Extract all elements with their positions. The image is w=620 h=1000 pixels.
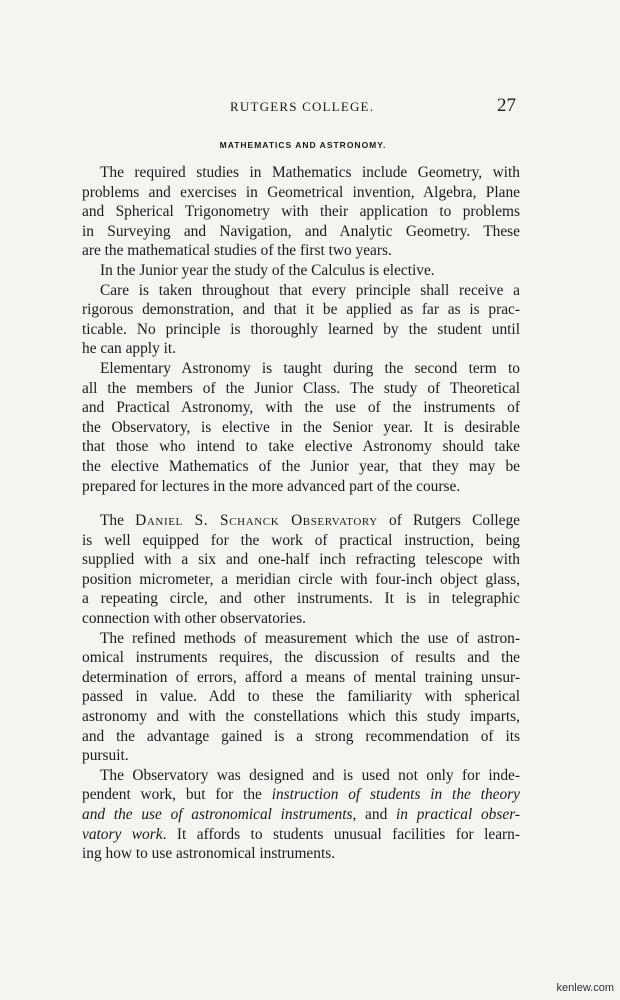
text-fragment: of Rutgers College bbox=[377, 512, 520, 529]
text-line bbox=[82, 825, 520, 845]
text-line: a repeating circle, and other instruments. It is in telegraphic bbox=[82, 590, 520, 608]
text-line: are the mathematical studies of the first two years. bbox=[82, 242, 392, 260]
text-line: the elective Mathematics of the Junior year, that they may be bbox=[82, 457, 520, 475]
paragraph-junior-calculus bbox=[82, 261, 520, 281]
section-heading: MATHEMATICS AND ASTRONOMY. bbox=[219, 140, 387, 150]
text-line: Elementary Astronomy is taught during the second term to bbox=[100, 359, 520, 377]
text-line: rigorous demonstration, and that it be applied as far as is prac- bbox=[82, 301, 520, 319]
text-line: prepared for lectures in the more advanced part of the course. bbox=[82, 477, 461, 495]
paragraph-observatory bbox=[82, 511, 520, 629]
text-line: connection with other observatories. bbox=[82, 609, 306, 627]
paragraph-refined-methods bbox=[82, 629, 520, 766]
text-line: that those who intend to take elective Astronomy should take bbox=[82, 438, 520, 456]
text-line: Care is taken throughout that every principle shall receive a bbox=[100, 281, 520, 299]
text-fragment: . It affords to students unusual facilities for learn- bbox=[162, 825, 520, 843]
italic-text: in practical obser- bbox=[396, 805, 520, 823]
text-block-curriculum bbox=[82, 163, 520, 496]
italic-text: and the use of astronomical instruments bbox=[82, 805, 353, 823]
running-head bbox=[80, 97, 516, 119]
text-line: determination of errors, afford a means of mental training unsur- bbox=[82, 668, 520, 686]
text-line: passed in value. Add to these the familiarity with spherical bbox=[82, 688, 520, 706]
paragraph-elementary-astronomy bbox=[82, 359, 520, 496]
text-fragment: , and bbox=[352, 805, 396, 823]
paragraph-required-studies bbox=[82, 163, 520, 261]
text-line: pursuit. bbox=[82, 747, 129, 765]
text-line: ticable. No principle is thoroughly learned by the student until bbox=[82, 320, 520, 338]
text-line: omical instruments requires, the discussion of results and the bbox=[82, 649, 520, 667]
text-line: ing how to use astronomical instruments. bbox=[82, 845, 336, 863]
text-line: the Observatory, is elective in the Senior year. It is desirable bbox=[82, 418, 520, 436]
text-line: is well equipped for the work of practical instruction, being bbox=[82, 531, 520, 549]
text-line: The required studies in Mathematics include Geometry, with bbox=[100, 164, 520, 181]
running-title: RUTGERS COLLEGE. bbox=[230, 99, 375, 114]
text-fragment: pendent work, but for the bbox=[82, 786, 272, 804]
text-fragment: The bbox=[100, 512, 136, 529]
text-line: he can apply it. bbox=[82, 340, 177, 358]
text-line: and Practical Astronomy, with the use of the instruments of bbox=[82, 399, 520, 417]
text-line: problems and exercises in Geometrical invention, Algebra, Plane bbox=[82, 183, 520, 201]
text-line: astronomy and with the constellations which this study imparts, bbox=[82, 707, 520, 725]
text-block-observatory bbox=[82, 511, 520, 864]
text-line bbox=[82, 785, 520, 805]
italic-text: vatory work bbox=[82, 825, 163, 843]
text-line: The Observatory was designed and is used not only for inde- bbox=[100, 766, 520, 784]
text-line bbox=[82, 511, 520, 531]
text-line: and the advantage gained is a strong recommendation of its bbox=[82, 727, 520, 745]
text-line: position micrometer, a meridian circle with four-inch object glass, bbox=[82, 570, 520, 588]
site-watermark: kenlew.com bbox=[556, 982, 614, 994]
text-line bbox=[82, 805, 520, 825]
paragraph-rigorous-demonstration bbox=[82, 281, 520, 359]
observatory-name: Daniel S. Schanck Observatory bbox=[135, 512, 378, 529]
page-number: 27 bbox=[497, 95, 516, 116]
paragraph-observatory-designed bbox=[82, 766, 520, 864]
text-line: In the Junior year the study of the Calculus is elective. bbox=[100, 261, 435, 279]
text-line: and Spherical Trigonometry with their application to problems bbox=[82, 203, 520, 221]
text-line: all the members of the Junior Class. The study of Theoretical bbox=[82, 379, 520, 397]
text-line: supplied with a six and one-half inch refracting telescope with bbox=[82, 551, 520, 569]
text-line: The refined methods of measurement which the use of astron- bbox=[100, 629, 520, 647]
italic-text: instruction of students in the theory bbox=[271, 786, 520, 804]
text-line: in Surveying and Navigation, and Analytic Geometry. These bbox=[82, 222, 520, 240]
